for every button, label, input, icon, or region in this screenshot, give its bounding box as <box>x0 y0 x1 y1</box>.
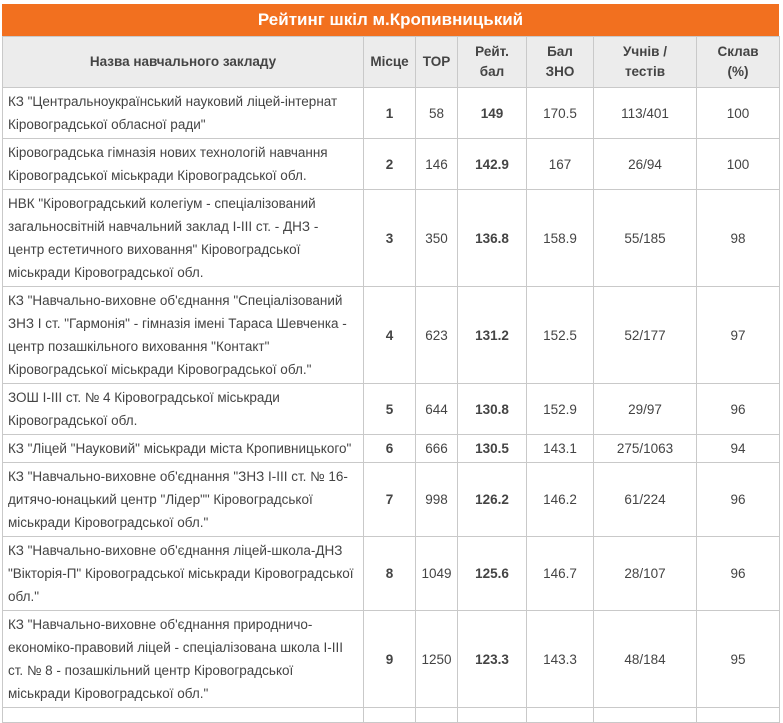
schools-rating-table <box>2 36 780 723</box>
table-body <box>3 88 780 723</box>
cell-place: 3 <box>364 190 416 287</box>
cell-rating: 125.6 <box>458 537 527 611</box>
cell-place: 5 <box>364 384 416 435</box>
cell-place: 8 <box>364 537 416 611</box>
cell-top: 998 <box>416 463 458 537</box>
table-row <box>3 287 780 384</box>
cell-zno: 158.9 <box>527 190 594 287</box>
cell-passed: 95 <box>697 611 780 708</box>
cell-passed: 98 <box>697 190 780 287</box>
table-row <box>3 139 780 190</box>
cell-students: 275/1063 <box>594 435 697 463</box>
header-passed[interactable]: Склав (%) <box>697 37 780 88</box>
cell-top: 350 <box>416 190 458 287</box>
cell-rating: 130.5 <box>458 435 527 463</box>
cell-top: 1049 <box>416 537 458 611</box>
cell-rating: 123.3 <box>458 611 527 708</box>
header-rating[interactable]: Рейт. бал <box>458 37 527 88</box>
cell-students: 113/401 <box>594 88 697 139</box>
table-row <box>3 611 780 708</box>
cell-name: КЗ "Навчально-виховне об'єднання природничо-економіко-правовий ліцей - спеціалізована школа I-III ст. № 8 - позашкільний центр Кіровоградської міськради Кіровоградської обл." <box>3 611 364 708</box>
cell-rating: 142.9 <box>458 139 527 190</box>
cell-name: Кіровоградська гімназія нових технологій навчання Кіровоградської міськради Кіровоградської обл. <box>3 139 364 190</box>
cell-empty <box>458 708 527 723</box>
cell-students: 55/185 <box>594 190 697 287</box>
cell-passed: 100 <box>697 88 780 139</box>
header-place[interactable]: Місце <box>364 37 416 88</box>
header-students[interactable]: Учнів / тестів <box>594 37 697 88</box>
cell-place: 2 <box>364 139 416 190</box>
cell-name: КЗ "Навчально-виховне об'єднання "Спеціалізований ЗНЗ I ст. "Гармонія" - гімназія імені Тараса Шевченка - центр позашкільного виховання "Контакт" Кіровоградської міськради Кіровоградської обл." <box>3 287 364 384</box>
cell-zno: 146.7 <box>527 537 594 611</box>
table-row <box>3 384 780 435</box>
table-row <box>3 537 780 611</box>
cell-students: 52/177 <box>594 287 697 384</box>
cell-name: КЗ "Ліцей "Науковий" міськради міста Кропивницького" <box>3 435 364 463</box>
cell-top: 623 <box>416 287 458 384</box>
cell-passed: 97 <box>697 287 780 384</box>
cell-students: 29/97 <box>594 384 697 435</box>
cell-top: 146 <box>416 139 458 190</box>
cell-empty <box>594 708 697 723</box>
cell-place: 1 <box>364 88 416 139</box>
cell-rating: 131.2 <box>458 287 527 384</box>
cell-name: КЗ "Навчально-виховне об'єднання "ЗНЗ I-III ст. № 16-дитячо-юнацький центр "Лідер"" Кіровоградської міськради Кіровоградської обл." <box>3 463 364 537</box>
cell-rating: 149 <box>458 88 527 139</box>
table-row-partial <box>3 708 780 723</box>
cell-zno: 152.9 <box>527 384 594 435</box>
cell-top: 644 <box>416 384 458 435</box>
table-title: Рейтинг шкіл м.Кропивницький <box>2 4 779 36</box>
cell-students: 28/107 <box>594 537 697 611</box>
cell-passed: 96 <box>697 384 780 435</box>
table-row <box>3 435 780 463</box>
cell-top: 58 <box>416 88 458 139</box>
cell-top: 1250 <box>416 611 458 708</box>
header-top[interactable]: ТОР <box>416 37 458 88</box>
cell-rating: 130.8 <box>458 384 527 435</box>
cell-empty <box>3 708 364 723</box>
cell-students: 48/184 <box>594 611 697 708</box>
cell-empty <box>416 708 458 723</box>
header-name[interactable]: Назва навчального закладу <box>3 37 364 88</box>
cell-zno: 152.5 <box>527 287 594 384</box>
table-row <box>3 190 780 287</box>
cell-empty <box>527 708 594 723</box>
cell-zno: 143.3 <box>527 611 594 708</box>
cell-place: 6 <box>364 435 416 463</box>
cell-passed: 100 <box>697 139 780 190</box>
cell-zno: 143.1 <box>527 435 594 463</box>
cell-rating: 136.8 <box>458 190 527 287</box>
cell-zno: 170.5 <box>527 88 594 139</box>
cell-place: 7 <box>364 463 416 537</box>
cell-students: 26/94 <box>594 139 697 190</box>
cell-passed: 96 <box>697 463 780 537</box>
cell-empty <box>697 708 780 723</box>
cell-name: ЗОШ I-III ст. № 4 Кіровоградської міськради Кіровоградської обл. <box>3 384 364 435</box>
cell-passed: 94 <box>697 435 780 463</box>
table-row <box>3 463 780 537</box>
cell-place: 9 <box>364 611 416 708</box>
cell-passed: 96 <box>697 537 780 611</box>
cell-empty <box>364 708 416 723</box>
cell-name: КЗ "Навчально-виховне об'єднання ліцей-школа-ДНЗ "Вікторія-П" Кіровоградської міськради Кіровоградської обл." <box>3 537 364 611</box>
cell-rating: 126.2 <box>458 463 527 537</box>
table-row <box>3 88 780 139</box>
cell-top: 666 <box>416 435 458 463</box>
cell-name: КЗ "Центральноукраїнський науковий ліцей-інтернат Кіровоградської обласної ради" <box>3 88 364 139</box>
cell-zno: 146.2 <box>527 463 594 537</box>
cell-students: 61/224 <box>594 463 697 537</box>
cell-zno: 167 <box>527 139 594 190</box>
cell-name: НВК "Кіровоградський колегіум - спеціалізований загальносвітній навчальний заклад I-III ст. - ДНЗ - центр естетичного виховання" Кіровоградської міськради Кіровоградської обл. <box>3 190 364 287</box>
cell-place: 4 <box>364 287 416 384</box>
header-row <box>3 37 780 88</box>
header-zno[interactable]: Бал ЗНО <box>527 37 594 88</box>
